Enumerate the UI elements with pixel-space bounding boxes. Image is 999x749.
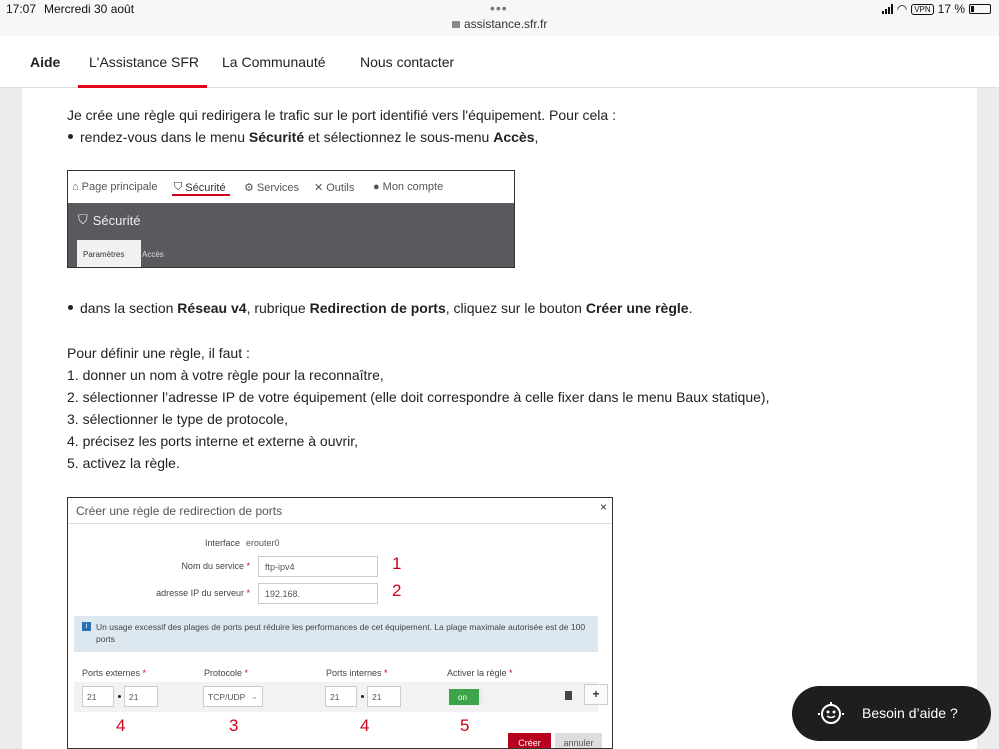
menu-securite: ⛉ Sécurité xyxy=(174,181,226,194)
cancel-button: annuler xyxy=(555,733,602,749)
nav-aide[interactable]: Aide xyxy=(30,54,61,70)
service-label: Nom du service * xyxy=(181,561,250,571)
marker-5: 5 xyxy=(460,716,470,735)
port-forward-dialog-screenshot xyxy=(67,497,613,749)
security-menu-screenshot xyxy=(67,170,515,268)
more-dots-icon[interactable]: ••• xyxy=(490,0,508,16)
ext-port-to: 21 xyxy=(124,686,158,707)
step-2: 2. sélectionner l’adresse IP de votre équipement (elle doit correspondre à celle fixer dans le menu Baux statique), xyxy=(67,389,770,405)
nav-assistance-sfr[interactable]: L'Assistance SFR xyxy=(89,54,200,70)
battery-text: 17 % xyxy=(937,2,965,16)
header-protocole: Protocole * xyxy=(204,668,249,678)
marker-4a: 4 xyxy=(116,716,126,735)
info-text: Un usage excessif des plages de ports peut réduire les performances de cet équipement. La plage maximale autorisée est de 100 ports xyxy=(96,622,586,644)
marker-4b: 4 xyxy=(360,716,370,735)
range-dot xyxy=(361,695,364,698)
gears-icon: ⚙ xyxy=(244,182,254,194)
header-ports-internes: Ports internes * xyxy=(326,668,388,678)
ext-port-from: 21 xyxy=(82,686,114,707)
bullet-dot xyxy=(68,305,73,310)
chevron-down-icon: ⌄ xyxy=(250,691,258,701)
info-notice xyxy=(74,616,598,652)
close-icon: × xyxy=(599,500,607,514)
menu-home: ⌂ Page principale xyxy=(72,181,158,193)
bullet-securite: rendez-vous dans le menu Sécurité et sélectionnez le sous-menu Accès, xyxy=(80,129,539,145)
service-input: ftp-ipv4 xyxy=(258,556,378,577)
status-indicators xyxy=(882,2,991,16)
protocol-select: TCP/UDP ⌄ xyxy=(203,686,263,707)
create-button: Créer xyxy=(508,733,551,749)
menu-outils: ✕ Outils xyxy=(314,181,355,194)
menu-services: ⚙ Services xyxy=(244,181,300,194)
nav-contact[interactable]: Nous contacter xyxy=(360,54,455,70)
url-text: assistance.sfr.fr xyxy=(464,17,548,31)
enable-toggle: on xyxy=(449,689,483,705)
wifi-icon: ◠ xyxy=(896,2,908,16)
menu-account: ● Mon compte xyxy=(373,181,444,193)
help-chat-button[interactable] xyxy=(792,686,991,741)
status-bar xyxy=(0,0,999,36)
nav-communaute[interactable]: La Communauté xyxy=(222,54,326,70)
step-3: 3. sélectionner le type de protocole, xyxy=(67,411,289,427)
int-port-from: 21 xyxy=(325,686,357,707)
marker-2: 2 xyxy=(392,581,402,600)
tools-icon: ✕ xyxy=(314,182,324,194)
range-dot xyxy=(118,695,121,698)
vpn-badge: VPN xyxy=(911,4,933,15)
screenshot-title: ⛉ Sécurité xyxy=(78,212,141,228)
shield-icon: ⛉ xyxy=(78,212,88,227)
step-5: 5. activez la règle. xyxy=(67,455,180,471)
intro-text: Je crée une règle qui redirigera le trafic sur le port identifié vers l'équipement. Pour cela : xyxy=(67,107,616,123)
marker-1: 1 xyxy=(392,554,402,573)
step-4: 4. précisez les ports interne et externe à ouvrir, xyxy=(67,433,359,449)
help-label: Besoin d’aide ? xyxy=(862,705,958,721)
user-icon: ● xyxy=(373,181,380,193)
screenshot-menu xyxy=(68,171,514,203)
interface-label: Interface xyxy=(204,538,240,548)
main-nav xyxy=(0,36,999,88)
port-rule-row xyxy=(74,682,598,712)
signal-icon xyxy=(882,4,893,14)
int-port-to: 21 xyxy=(367,686,401,707)
header-ports-externes: Ports externes * xyxy=(82,668,147,678)
bullet-dot xyxy=(68,134,73,139)
header-activer: Activer la règle * xyxy=(447,668,513,678)
article-card xyxy=(22,88,977,749)
ip-input: 192.168. xyxy=(258,583,378,604)
securite-underline xyxy=(172,194,230,196)
add-rule-icon: + xyxy=(584,684,608,705)
screenshot-header xyxy=(68,203,514,267)
tab-acces: Accès xyxy=(142,250,164,259)
divider xyxy=(68,523,612,524)
step-1: 1. donner un nom à votre règle pour la reconnaître, xyxy=(67,367,384,383)
marker-3: 3 xyxy=(229,716,239,735)
home-icon: ⌂ xyxy=(72,181,79,193)
tab-parametres: Paramètres xyxy=(77,240,141,267)
lock-icon xyxy=(452,21,460,28)
bullet-reseau: dans la section Réseau v4, rubrique Redirection de ports, cliquez sur le bouton Créer une règle. xyxy=(80,300,693,316)
status-date: Mercredi 30 août xyxy=(44,2,135,16)
define-text: Pour définir une règle, il faut : xyxy=(67,345,250,361)
trash-icon xyxy=(565,691,572,700)
info-icon: i xyxy=(82,622,91,631)
ip-label: adresse IP du serveur * xyxy=(156,588,250,598)
status-time: 17:07 xyxy=(6,2,37,16)
address-bar[interactable] xyxy=(452,17,547,31)
chatbot-icon xyxy=(817,700,845,726)
battery-icon xyxy=(969,4,991,14)
shield-icon: ⛉ xyxy=(174,181,183,193)
interface-value: erouter0 xyxy=(246,538,280,548)
dialog-title: Créer une règle de redirection de ports xyxy=(76,504,283,518)
